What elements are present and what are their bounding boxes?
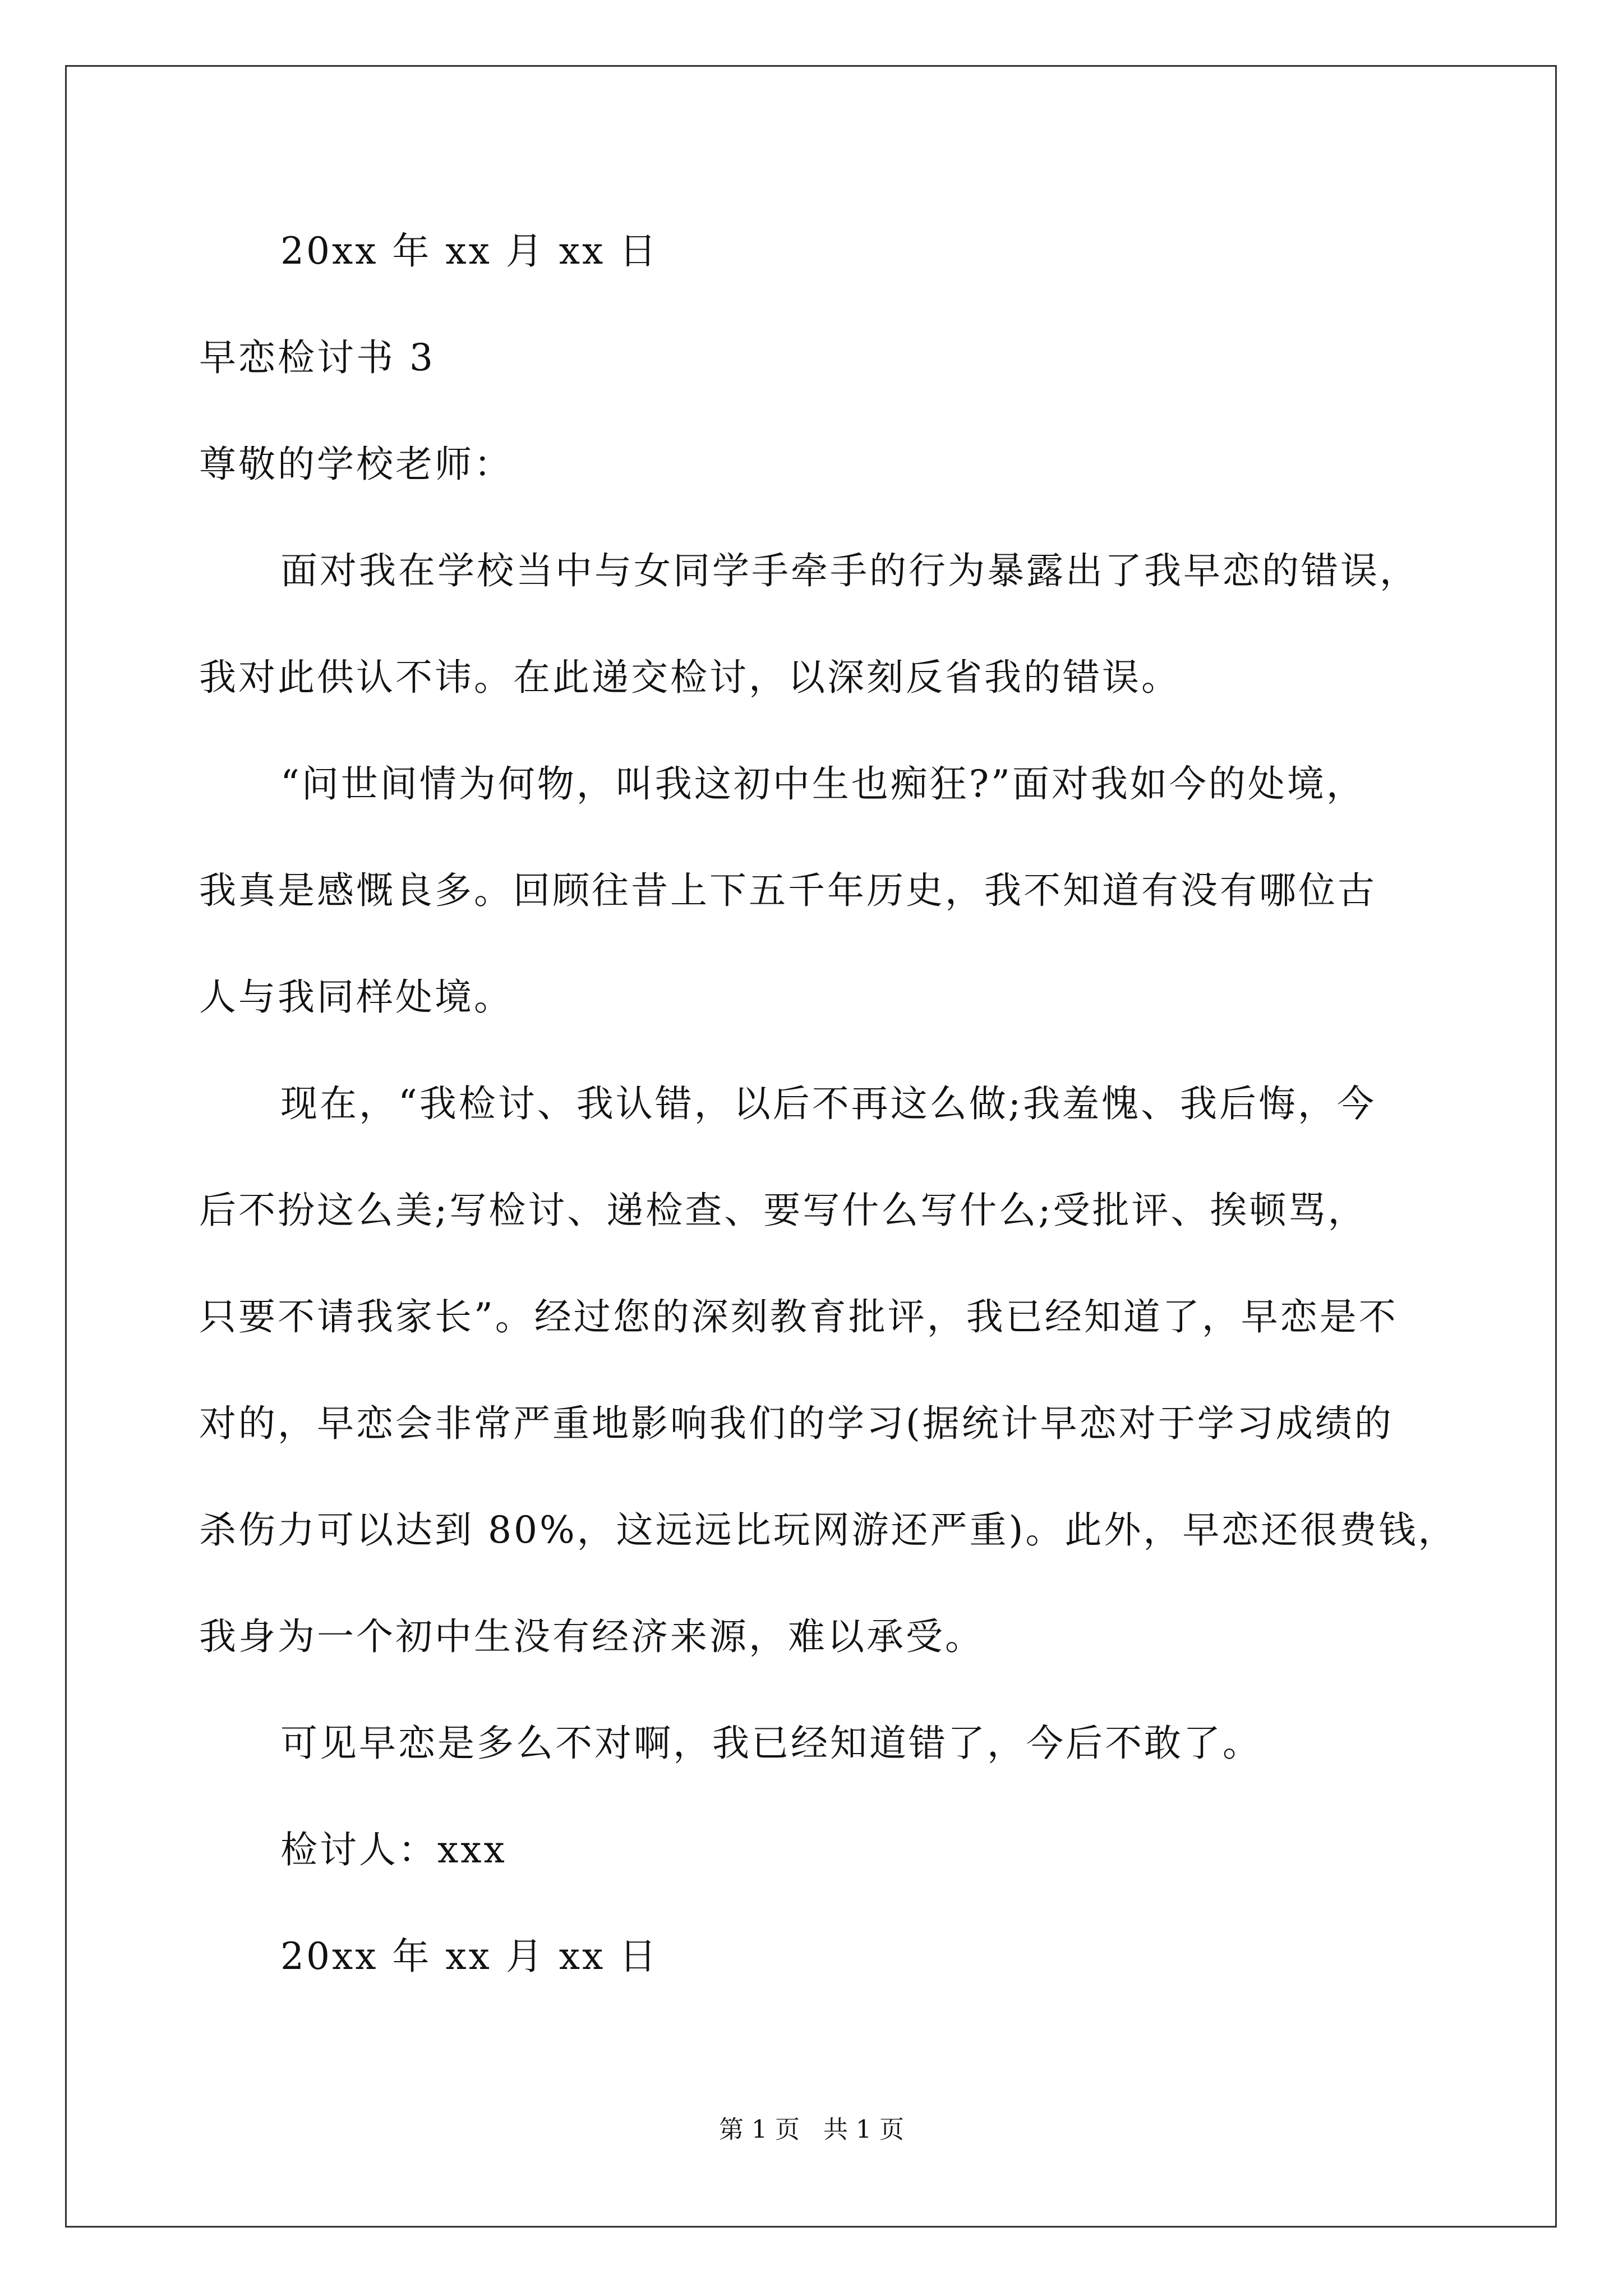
paragraph-3-line-2: 后不扮这么美;写检讨、递检查、要写什么写什么;受批评、挨顿骂， — [199, 1189, 1367, 1232]
page-number-footer: 第 1 页 共 1 页 — [719, 2115, 904, 2144]
paragraph-3-line-5: 杀伤力可以达到 80%，这远远比玩网游还严重)。此外，早恋还很费钱， — [199, 1508, 1458, 1552]
paragraph-3-line-4: 对的，早恋会非常严重地影响我们的学习(据统计早恋对于学习成绩的 — [199, 1402, 1394, 1445]
salutation: 尊敬的学校老师： — [199, 443, 513, 486]
date-line-bottom: 20xx 年 xx 月 xx 日 — [280, 1935, 659, 1978]
paragraph-2-line-1: “问世间情为何物，叫我这初中生也痴狂?”面对我如今的处境， — [280, 762, 1366, 806]
paragraph-1-line-1: 面对我在学校当中与女同学手牵手的行为暴露出了我早恋的错误， — [280, 549, 1419, 592]
paragraph-3-line-6: 我身为一个初中生没有经济来源，难以承受。 — [199, 1615, 984, 1658]
paragraph-2-line-3: 人与我同样处境。 — [199, 976, 513, 1019]
paragraph-3-line-1: 现在，“我检讨、我认错，以后不再这么做;我羞愧、我后悔，今 — [280, 1082, 1376, 1125]
paragraph-2-line-2: 我真是感慨良多。回顾往昔上下五千年历史，我不知道有没有哪位古 — [199, 869, 1377, 912]
paragraph-1-line-2: 我对此供认不讳。在此递交检讨，以深刻反省我的错误。 — [199, 656, 1181, 699]
paragraph-3-line-3: 只要不请我家长”。经过您的深刻教育批评，我已经知道了，早恋是不 — [199, 1295, 1398, 1338]
signatory-line: 检讨人：xxx — [280, 1828, 507, 1871]
date-line-top: 20xx 年 xx 月 xx 日 — [280, 229, 659, 273]
document-title: 早恋检讨书 3 — [199, 336, 435, 379]
page-frame — [65, 65, 1557, 2228]
paragraph-4: 可见早恋是多么不对啊，我已经知道错了，今后不敢了。 — [280, 1722, 1262, 1765]
